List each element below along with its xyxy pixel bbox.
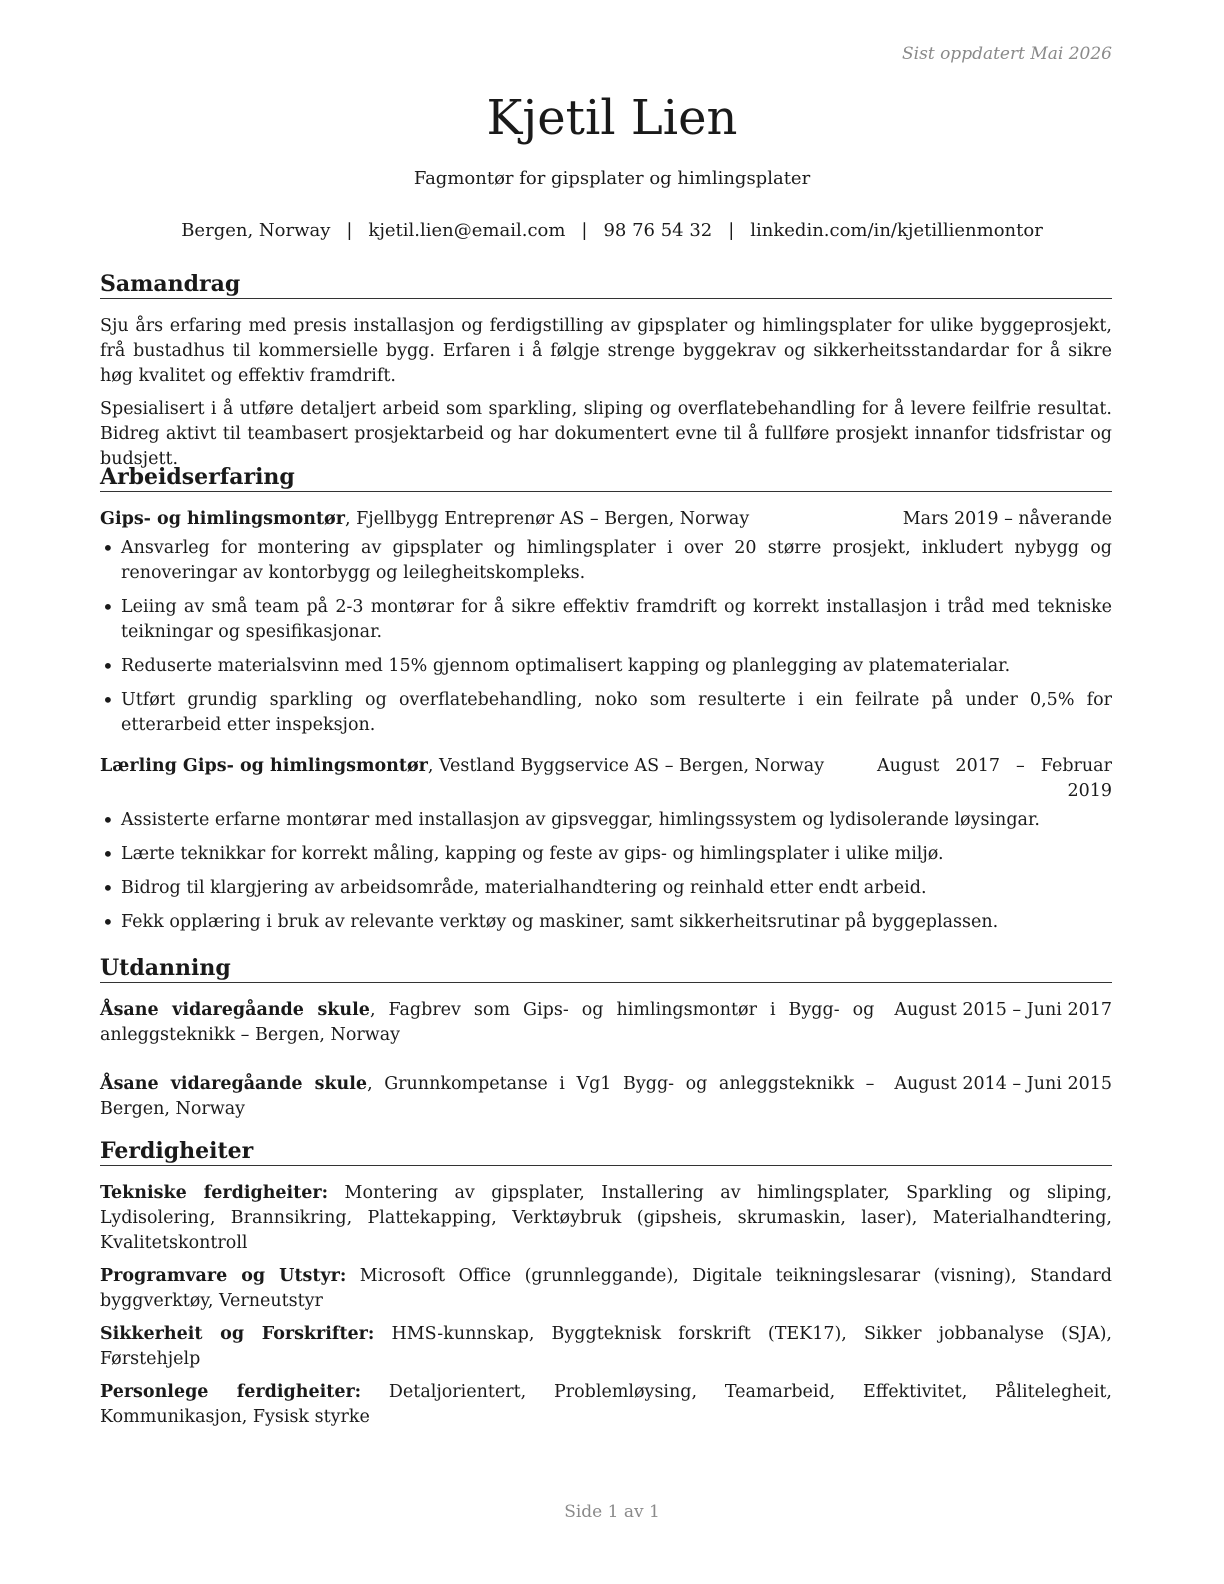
education-heading — [100, 998, 874, 1048]
job-dates: August 2017 – Februar 2019 — [877, 756, 1112, 801]
education-school: Åsane vidaregåande skule — [100, 1000, 370, 1020]
job-header — [100, 507, 1112, 532]
skill-group-text: Detaljorientert, Problemløysing, Teamarbeid, Effektivitet, Pålitelegheit, Kommunikasjon, Fysisk styrke — [100, 1382, 1112, 1427]
summary-paragraph: Spesialisert i å utføre detaljert arbeid som sparkling, sliping og overflatebehandling for å levere feilfrie resultat. Bidreg aktivt til teambasert prosjektarbeid og har dokumentert evne til å fullføre prosjekt innanfor tidsfristar og budsjett. — [100, 399, 1112, 469]
skill-group-text: HMS-kunnskap, Byggteknisk forskrift (TEK17), Sikker jobbanalyse (SJA), Førstehjelp — [100, 1324, 1112, 1369]
contact-phone: 98 76 54 32 — [603, 220, 713, 241]
education-school: Åsane vidaregåande skule — [100, 1074, 368, 1094]
skill-group-text: Montering av gipsplater, Installering av himlingsplater, Sparkling og sliping, Lydisolering, Brannsikring, Plattekapping, Verktøybruk (gipsheis, skrumaskin, laser), Materialhandtering, Kvalitetskontroll — [100, 1183, 1112, 1253]
section-title-skills: Ferdigheiter — [100, 1138, 1112, 1166]
job-heading — [100, 754, 857, 779]
bullet-item: • Utført grundig sparkling og overflatebehandling, noko som resulterte i ein feilrate på under 0,5% for etterarbeid etter inspeksjon. — [100, 688, 1112, 738]
page-number: Side 1 av 1 — [564, 1502, 660, 1522]
job-role: Lærling Gips- og himlingsmontør — [100, 756, 428, 776]
skill-group — [100, 1380, 1112, 1430]
job-company: , Vestland Byggservice AS – Bergen, Norway — [427, 756, 825, 776]
education-dates: August 2014 – Juni 2015 — [894, 1074, 1112, 1094]
job-entry — [100, 507, 1112, 747]
skill-group — [100, 1264, 1112, 1314]
education-detail: , Grunnkompetanse i Vg1 Bygg- og anleggsteknikk – Bergen, Norway — [100, 1074, 875, 1119]
bullet-item: • Lærte teknikkar for korrekt måling, kapping og feste av gips- og himlingsplater i ulike miljø. — [100, 842, 1112, 867]
contact-location: Bergen, Norway — [181, 220, 331, 241]
skill-group — [100, 1181, 1112, 1256]
education-detail: , Fagbrev som Gips- og himlingsmontør i Bygg- og anleggsteknikk – Bergen, Norway — [100, 1000, 875, 1045]
education-row — [100, 1072, 1112, 1122]
bullet-item: • Bidrog til klargjering av arbeidsområde, materialhandtering og reinhald etter endt arbeid. — [100, 876, 1112, 901]
skill-group-label: Sikkerheit og Forskrifter: — [100, 1324, 375, 1344]
education-entry — [100, 998, 1112, 1048]
contact-separator: | — [581, 220, 588, 241]
job-role: Gips- og himlingsmontør — [100, 509, 345, 529]
job-company: , Fjellbygg Entreprenør AS – Bergen, Norway — [344, 509, 750, 529]
education-row — [100, 998, 1112, 1048]
job-bullets — [100, 808, 1112, 935]
job-bullets — [100, 536, 1112, 738]
job-header — [100, 754, 1112, 804]
skills-block — [100, 1181, 1112, 1438]
education-dates: August 2015 – Juni 2017 — [894, 1000, 1112, 1020]
skill-group-label: Personlege ferdigheiter: — [100, 1382, 362, 1402]
job-title: Fagmontør for gipsplater og himlingsplater — [413, 168, 811, 189]
contact-email[interactable]: kjetil.lien@email.com — [368, 220, 566, 241]
bullet-item: • Fekk opplæring i bruk av relevante verktøy og maskiner, samt sikkerheitsrutinar på byggeplassen. — [100, 910, 1112, 935]
bullet-item: • Ansvarleg for montering av gipsplater og himlingsplater i over 20 større prosjekt, inkludert nybygg og renoveringar av kontorbygg og leilegheitskompleks. — [100, 536, 1112, 586]
contact-linkedin[interactable]: linkedin.com/in/kjetillienmontor — [750, 220, 1043, 241]
contact-separator: | — [346, 220, 353, 241]
education-entry — [100, 1072, 1112, 1122]
bullet-item: • Assisterte erfarne montørar med installasjon av gipsveggar, himlingssystem og lydisolerande løysingar. — [100, 808, 1112, 833]
education-heading — [100, 1072, 874, 1122]
candidate-name: Kjetil Lien — [486, 90, 738, 146]
section-title-summary: Samandrag — [100, 271, 1112, 299]
skill-group — [100, 1322, 1112, 1372]
bullet-item: • Reduserte materialsvinn med 15% gjennom optimalisert kapping og planlegging av platematerialar. — [100, 654, 1112, 679]
summary-paragraph: Sju års erfaring med presis installasjon og ferdigstilling av gipsplater og himlingsplater for ulike byggeprosjekt, frå bustadhus til kommersielle bygg. Erfaren i å følgje strenge byggekrav og sikkerheitsstandardar for å sikre høg kvalitet og effektiv framdrift. — [100, 316, 1112, 386]
contact-line — [0, 220, 1224, 241]
section-title-experience: Arbeidserfaring — [100, 464, 1112, 492]
skill-group-text: Microsoft Office (grunnleggande), Digitale teikningslesarar (visning), Standard byggverktøy, Verneutstyr — [100, 1266, 1112, 1311]
section-title-education: Utdanning — [100, 955, 1112, 983]
bullet-item: • Leiing av små team på 2-3 montørar for å sikre effektiv framdrift og korrekt installasjon i tråd med tekniske teikningar og spesifikasjonar. — [100, 595, 1112, 645]
job-entry — [100, 754, 1112, 944]
job-heading — [100, 507, 883, 532]
last-updated-note: Sist oppdatert Mai 2026 — [902, 44, 1112, 64]
contact-separator: | — [728, 220, 735, 241]
skill-group-label: Programvare og Utstyr: — [100, 1266, 347, 1286]
summary-block — [100, 314, 1112, 480]
job-dates: Mars 2019 – nåverande — [902, 509, 1112, 529]
skill-group-label: Tekniske ferdigheiter: — [100, 1183, 329, 1203]
